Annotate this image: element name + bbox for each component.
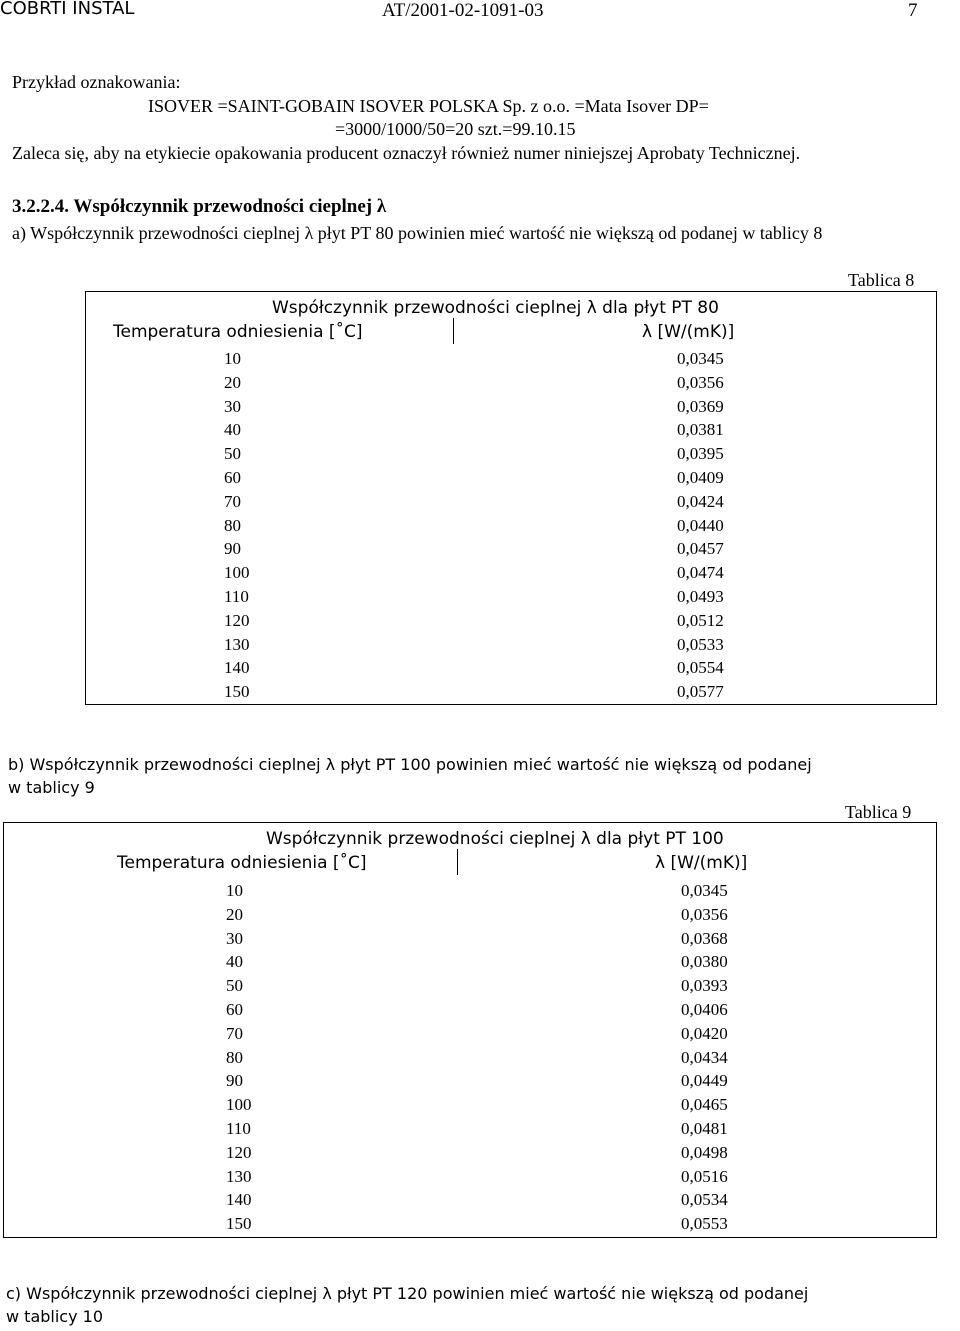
table-cell-lambda: 0,0409 bbox=[677, 468, 724, 487]
section-heading: 3.2.2.4. Współczynnik przewodności cieplnej λ bbox=[12, 196, 387, 217]
table-cell-lambda: 0,0449 bbox=[681, 1071, 728, 1091]
table-cell-temperature: 50 bbox=[226, 976, 243, 996]
table-8 bbox=[85, 291, 937, 705]
example-line-1: ISOVER =SAINT-GOBAIN ISOVER POLSKA Sp. z o.o. =Mata Isover DP= bbox=[148, 96, 709, 116]
table-cell-lambda: 0,0516 bbox=[681, 1166, 728, 1186]
table-cell-temperature: 10 bbox=[224, 349, 241, 368]
paragraph-b-line-1: b) Współczynnik przewodności cieplnej λ płyt PT 100 powinien mieć wartość nie większą od podanej bbox=[8, 755, 812, 774]
table-cell-temperature: 90 bbox=[224, 539, 241, 559]
table-cell-lambda: 0,0553 bbox=[681, 1214, 728, 1234]
table-cell-temperature: 110 bbox=[226, 1119, 251, 1138]
example-note: Zaleca się, aby na etykiecie opakowania producent oznaczył również numer niniejszej Aprobaty Technicznej. bbox=[12, 143, 801, 163]
paragraph-b-line-2: w tablicy 9 bbox=[8, 778, 95, 797]
table-cell-lambda: 0,0345 bbox=[681, 881, 728, 900]
table-cell-temperature: 30 bbox=[224, 396, 241, 416]
table-cell-temperature: 80 bbox=[224, 515, 241, 535]
table-cell-temperature: 100 bbox=[224, 563, 250, 583]
table-cell-lambda: 0,0420 bbox=[681, 1023, 728, 1043]
table-9-col-temperature: Temperatura odniesienia [˚C] bbox=[117, 853, 367, 873]
table-9 bbox=[3, 822, 937, 1238]
table-8-title: Współczynnik przewodności cieplnej λ dla płyt PT 80 bbox=[272, 298, 719, 318]
table-8-label: Tablica 8 bbox=[848, 270, 915, 290]
table-cell-lambda: 0,0465 bbox=[681, 1095, 728, 1115]
table-9-label: Tablica 9 bbox=[845, 802, 912, 822]
table-cell-lambda: 0,0393 bbox=[681, 976, 728, 996]
table-cell-temperature: 50 bbox=[224, 444, 241, 464]
table-cell-temperature: 150 bbox=[224, 682, 250, 702]
table-cell-temperature: 20 bbox=[226, 904, 243, 924]
table-cell-lambda: 0,0577 bbox=[677, 682, 724, 702]
table-cell-temperature: 70 bbox=[224, 491, 241, 511]
table-cell-temperature: 60 bbox=[224, 468, 241, 487]
table-cell-temperature: 120 bbox=[226, 1142, 252, 1162]
header-left: COBRTI INSTAL bbox=[0, 0, 135, 19]
paragraph-c-line-1: c) Współczynnik przewodności cieplnej λ płyt PT 120 powinien mieć wartość nie większą od podanej bbox=[6, 1284, 809, 1303]
table-cell-lambda: 0,0381 bbox=[677, 420, 724, 440]
table-cell-lambda: 0,0424 bbox=[677, 491, 724, 511]
table-cell-temperature: 140 bbox=[224, 658, 250, 678]
table-cell-lambda: 0,0440 bbox=[677, 515, 724, 535]
page-number: 7 bbox=[908, 0, 918, 21]
header-document-number: AT/2001-02-1091-03 bbox=[382, 0, 544, 21]
table-9-title: Współczynnik przewodności cieplnej λ dla płyt PT 100 bbox=[266, 829, 724, 849]
table-cell-temperature: 130 bbox=[226, 1166, 252, 1186]
table-cell-lambda: 0,0554 bbox=[677, 658, 724, 678]
table-cell-lambda: 0,0369 bbox=[677, 396, 724, 416]
table-cell-temperature: 130 bbox=[224, 634, 250, 654]
table-cell-temperature: 40 bbox=[224, 420, 241, 440]
table-cell-lambda: 0,0534 bbox=[681, 1190, 728, 1210]
table-cell-lambda: 0,0493 bbox=[677, 587, 724, 606]
table-cell-lambda: 0,0368 bbox=[681, 928, 728, 948]
example-label: Przykład oznakowania: bbox=[12, 72, 181, 92]
table-cell-temperature: 20 bbox=[224, 372, 241, 392]
table-cell-temperature: 60 bbox=[226, 1000, 243, 1019]
table-cell-temperature: 110 bbox=[224, 587, 249, 606]
table-cell-temperature: 120 bbox=[224, 610, 250, 630]
table-8-col-temperature: Temperatura odniesienia [˚C] bbox=[113, 322, 363, 342]
paragraph-a: a) Współczynnik przewodności cieplnej λ płyt PT 80 powinien mieć wartość nie większą od podanej w tablicy 8 bbox=[12, 223, 823, 243]
table-cell-lambda: 0,0434 bbox=[681, 1047, 728, 1067]
table-cell-lambda: 0,0345 bbox=[677, 349, 724, 368]
table-cell-lambda: 0,0481 bbox=[681, 1119, 728, 1138]
table-cell-temperature: 80 bbox=[226, 1047, 243, 1067]
table-cell-lambda: 0,0474 bbox=[677, 563, 724, 583]
table-cell-lambda: 0,0395 bbox=[677, 444, 724, 464]
example-line-2: =3000/1000/50=20 szt.=99.10.15 bbox=[335, 119, 576, 139]
table-cell-temperature: 40 bbox=[226, 952, 243, 972]
paragraph-c-line-2: w tablicy 10 bbox=[6, 1307, 104, 1326]
table-9-col-lambda: λ [W/(mK)] bbox=[655, 853, 748, 873]
table-cell-lambda: 0,0457 bbox=[677, 539, 724, 559]
table-cell-lambda: 0,0512 bbox=[677, 610, 724, 630]
table-cell-temperature: 30 bbox=[226, 928, 243, 948]
table-cell-lambda: 0,0533 bbox=[677, 634, 724, 654]
table-cell-lambda: 0,0498 bbox=[681, 1142, 728, 1162]
table-cell-temperature: 10 bbox=[226, 881, 243, 900]
table-cell-lambda: 0,0380 bbox=[681, 952, 728, 972]
table-cell-temperature: 90 bbox=[226, 1071, 243, 1091]
table-cell-lambda: 0,0356 bbox=[681, 904, 728, 924]
table-cell-lambda: 0,0406 bbox=[681, 1000, 728, 1019]
table-8-col-lambda: λ [W/(mK)] bbox=[642, 322, 735, 342]
table-cell-temperature: 100 bbox=[226, 1095, 252, 1115]
table-cell-lambda: 0,0356 bbox=[677, 372, 724, 392]
table-cell-temperature: 140 bbox=[226, 1190, 252, 1210]
table-cell-temperature: 70 bbox=[226, 1023, 243, 1043]
table-cell-temperature: 150 bbox=[226, 1214, 252, 1234]
